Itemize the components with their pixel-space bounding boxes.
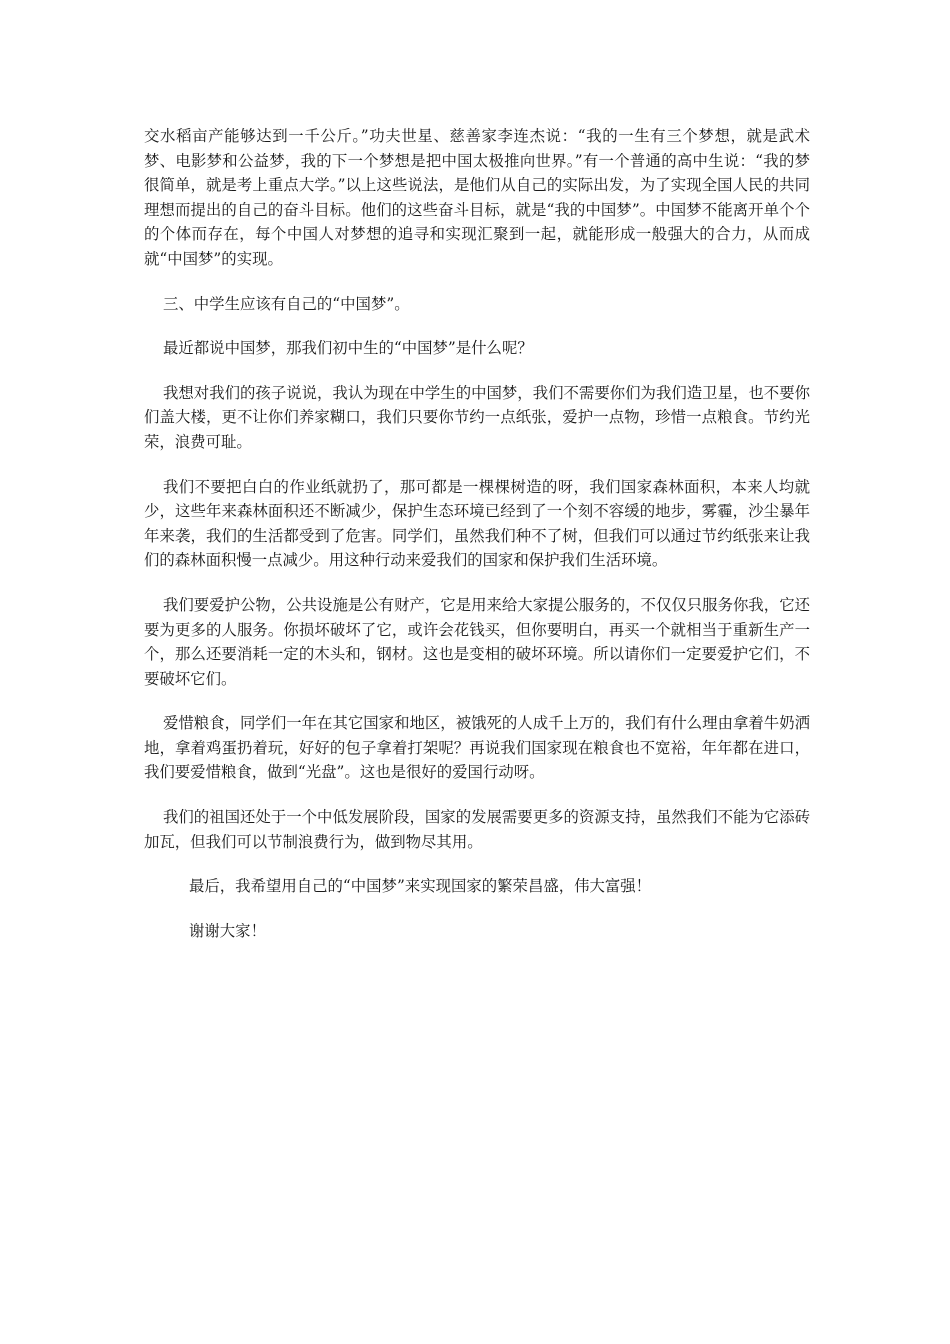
paragraph-cherish-food: 爱惜粮食，同学们一年在其它国家和地区，被饿死的人成千上万的，我们有什么理由拿着牛奶洒地，拿着鸡蛋扔着玩，好好的包子拿着打架呢？再说我们国家现在粮食也不宽裕，年年都在进口，我们要爱惜粮食，做到“光盘”。这也是很好的爱国行动呀。 [144, 714, 810, 782]
paragraph-development-stage: 我们的祖国还处于一个中低发展阶段，国家的发展需要更多的资源支持，虽然我们不能为它添砖加瓦，但我们可以节制浪费行为，做到物尽其用。 [144, 808, 810, 851]
paragraph-closing-wish: 最后，我希望用自己的“中国梦”来实现国家的繁荣昌盛，伟大富强！ [189, 877, 652, 896]
paragraph-thanks: 谢谢大家！ [189, 921, 266, 940]
section-heading-3: 三、中学生应该有自己的“中国梦”。 [163, 294, 410, 313]
document-body [144, 124, 810, 943]
paragraph-students-dream: 我想对我们的孩子说说，我认为现在中学生的中国梦，我们不需要你们为我们造卫星，也不要你们盖大楼，更不让你们养家糊口，我们只要你节约一点纸张，爱护一点物，珍惜一点粮食。节约光荣，浪费可耻。 [144, 383, 810, 451]
paragraph-question: 最近都说中国梦，那我们初中生的“中国梦”是什么呢？ [163, 339, 533, 358]
paragraph-protect-public-property: 我们要爱护公物，公共设施是公有财产，它是用来给大家提公服务的，不仅仅只服务你我，它还要为更多的人服务。你损坏破坏了它，或许会花钱买，但你要明白，再买一个就相当于重新生产一个，那么还要消耗一定的木头和，钢材。这也是变相的破坏环境。所以请你们一定要爱护它们，不要破坏它们。 [144, 595, 810, 688]
paragraph-li-lianjie-dreams: 交水稻亩产能够达到一千公斤。”功夫世星、慈善家李连杰说：“我的一生有三个梦想，就是武术梦、电影梦和公益梦，我的下一个梦想是把中国太极推向世界。”有一个普通的高中生说：“我的梦很简单，就是考上重点大学。”以上这些说法，是他们从自己的实际出发，为了实现全国人民的共同理想而提出的自己的奋斗目标。他们的这些奋斗目标，就是“我的中国梦”。中国梦不能离开单个个的个体而存在，每个中国人对梦想的追寻和实现汇聚到一起，就能形成一般强大的合力，从而成就“中国梦”的实现。 [144, 127, 810, 268]
paragraph-save-paper: 我们不要把白白的作业纸就扔了，那可都是一棵棵树造的呀，我们国家森林面积，本来人均就少，这些年来森林面积还不断减少，保护生态环境已经到了一个刻不容缓的地步，雾霾，沙尘暴年年来袭，我们的生活都受到了危害。同学们，虽然我们种不了树，但我们可以通过节约纸张来让我们的森林面积慢一点减少。用这种行动来爱我们的国家和保护我们生活环境。 [144, 477, 810, 570]
